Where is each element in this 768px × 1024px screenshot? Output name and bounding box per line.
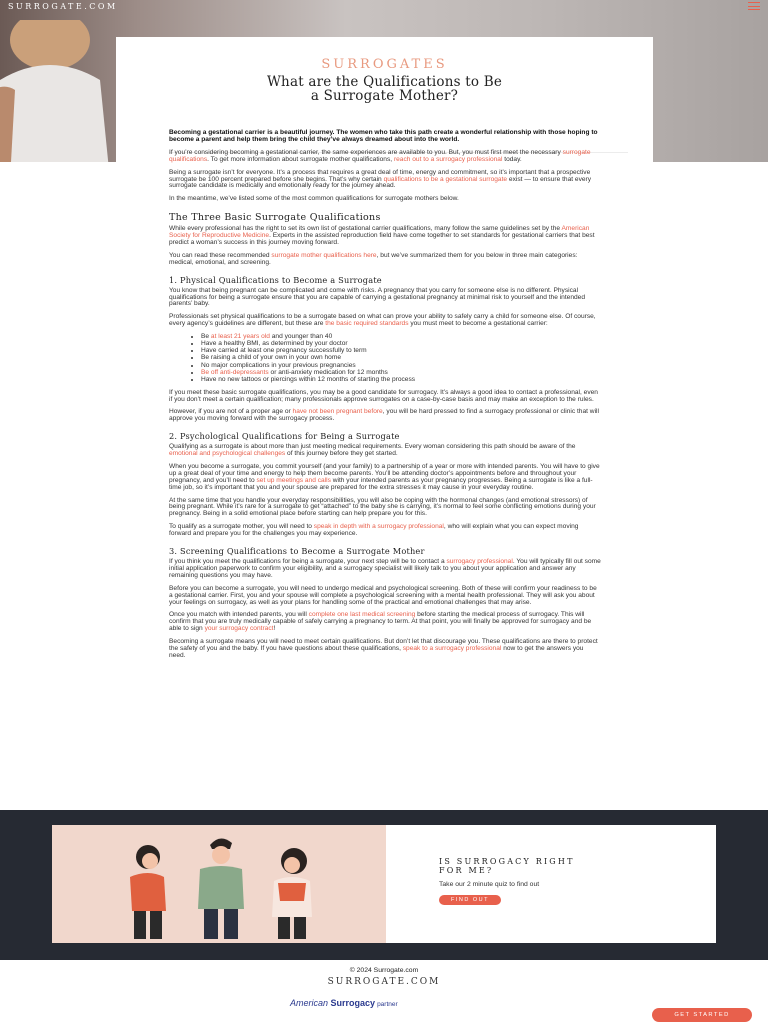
link-emotional-challenges[interactable]: emotional and psychological challenges [169,450,286,458]
paragraph: While every professional has the right to set its own list of gestational carrier qualifications, many follow the same guidelines set by the American Society for Reproductive Medicine. Experts in the assisted reproduction field have come together to set standards for gestational carriers that best predict a woman’s success in this journey moving forward. [169,225,595,246]
list-item: • Have a healthy BMI, as determined by your doctor [201,341,601,348]
link-anti-depressants[interactable]: Be off anti-depressants [201,368,269,376]
find-out-button[interactable]: FIND OUT [439,895,501,905]
paragraph: Once you match with intended parents, you will complete one last medical screening before starting the medical process of surrogacy. This will confirm that you are truly medically capable of safely carrying a pregnancy to term. At that point, you will finally be approved for surrogacy and be able to sign your surrogacy contract! [169,611,592,633]
link-gestational-qualifications[interactable]: qualifications to be a gestational surrogate [383,175,508,183]
paragraph: In the meantime, we’ve listed some of the most common qualifications for surrogate mothers below. [169,195,459,203]
article-lede: Becoming a gestational carrier is a beautiful journey. The women who take this path create a wonderful relationship with those hoping to become a parent and help them bring the child they’ve always dreamed about into the world. [169,129,598,143]
promo-subtitle: Take our 2 minute quiz to find out [439,881,540,888]
link-speak-to-professional[interactable]: speak to a surrogacy professional [402,645,502,653]
page-title: What are the Qualifications to Be a Surrogate Mother? [266,74,503,104]
paragraph: Before you can become a surrogate, you will need to undergo medical and psychological screening. Both of these will confirm your readiness to be a gestational carrier. First, you and your spouse will complete a psychological screening with a mental health professional. They will ask you about your feelings on surrogacy, as well as your plans for handling some of the practical and emotional challenges that may arise. [169,584,597,606]
list-item: • Be off anti-depressants or anti-anxiety medication for 12 months [201,370,601,377]
paragraph: At the same time that you handle your everyday responsibilities, you will also be coping with the hormonal changes (and emotional stressors) of being pregnant. While it’s rare for a surrogate to get “attached” to the baby she is carrying, it’s normal to feel some conflicting emotions during your pregnancy. Being in a solid emotional place before starting can help prepare you for this. [169,496,596,518]
list-item: • Have carried at least one pregnancy successfully to term [201,348,601,355]
footer-logo[interactable]: SURROGATE.COM [327,977,441,987]
top-bar [0,0,768,12]
list-item: • Have no new tattoos or piercings within 12 months of starting the process [201,377,601,384]
people-illustration-icon [52,825,386,943]
paragraph: However, if you are not of a proper age or have not been pregnant before, you will be hard pressed to find a surrogacy professional or clinic that will approve you moving forward with the surrogacy process. [169,408,599,423]
heading-screening: 3. Screening Qualifications to Become a Surrogate Mother [169,546,425,557]
link-asrm[interactable]: American Society for Reproductive Medicine [169,225,590,240]
link-surrogacy-professional[interactable]: surrogacy professional [446,558,513,565]
paragraph: If you meet these basic surrogate qualifications, you may be a good candidate for surrogacy. It’s always a good idea to contact a professional, even if you don’t meet a certain qualification; many professionals approve surrogates on a case-by-case basis and may make an exception to the rules. [169,388,598,403]
site-logo[interactable]: SURROGATE.COM [8,1,118,11]
hamburger-menu-icon[interactable] [748,2,760,10]
link-last-medical-screening[interactable]: complete one last medical screening [308,611,416,619]
promo-title: IS SURROGACY RIGHT FOR ME? [439,857,575,875]
paragraph: Being a surrogate isn’t for everyone. It’s a process that requires a great deal of time, energy and commitment, so it’s important that a prospective surrogate be 100 percent prepared before she begins. That’s why certain qualifications to be a gestational surrogate exist — to ensure that every surrogate candidate is medically and emotionally ready for the journey ahead. [169,168,592,190]
category-label: SURROGATES [321,57,448,72]
site-footer [0,960,768,1024]
link-meetings-calls[interactable]: set up meetings and calls [256,476,331,484]
promo-illustration [52,825,386,943]
physical-requirements-list [201,334,601,383]
paragraph: If you’re considering becoming a gestational carrier, the same experiences are available to you. But, you must first meet the necessary surrogate qualifications. To get more information about surrogate mother qualifications, reach out to a surrogacy professional today. [169,148,591,163]
link-not-pregnant-before[interactable]: have not been pregnant before [292,408,383,416]
partner-logo[interactable]: American Surrogacy partner [290,998,398,1008]
heading-psychological: 2. Psychological Qualifications for Being a Surrogate [169,431,400,442]
get-started-button[interactable]: GET STARTED [652,1008,752,1022]
paragraph: To qualify as a surrogate mother, you will need to speak in depth with a surrogacy professional, who will explain what you can expect moving forward and prepare you for the challenges you may experience. [169,523,579,538]
link-reach-out-professional[interactable]: reach out to a surrogacy professional [393,155,503,163]
link-qualifications-here[interactable]: surrogate mother qualifications here [271,251,377,259]
heading-basic-qualifications: The Three Basic Surrogate Qualifications [169,212,381,224]
paragraph: Becoming a surrogate means you will need to meet certain qualifications. But don’t let that discourage you. These qualifications are there to protect the safety of you and the baby. If you have questions about these qualifications, speak to a surrogacy professional now to get the answers you need. [169,638,598,659]
copyright-text: © 2024 Surrogate.com [349,967,419,974]
article-body [169,130,601,666]
quiz-promo-card [52,825,716,943]
list-item: • Be at least 21 years old and younger than 40 [201,334,601,341]
link-speak-in-depth[interactable]: speak in depth with a surrogacy professional [313,523,444,531]
paragraph: If you think you meet the qualifications for being a surrogate, your next step will be to contact a surrogacy professional. You will typically fill out some initial application paperwork to confirm your eligibility, and a surrogacy specialist will likely talk to you about your application and answer any remaining questions you may have. [169,558,601,579]
link-surrogate-qualifications[interactable]: surrogate qualifications [169,148,591,163]
link-age-21[interactable]: at least 21 years old [210,333,270,341]
hero-photo-woman [0,20,130,162]
promo-text [439,857,699,906]
paragraph: You can read these recommended surrogate mother qualifications here, but we’ve summarized them for you below in three main categories: medical, emotional, and screening. [169,251,578,266]
list-item: • No major complications in your previous pregnancies [201,363,601,370]
link-surrogacy-contract[interactable]: your surrogacy contract [204,625,274,633]
list-item: • Be raising a child of your own in your own home [201,355,601,362]
paragraph: Qualifying as a surrogate is about more than just meeting medical requirements. Every woman considering this path should be aware of the emotional and psychological challenges of this journey before they get started. [169,443,576,458]
paragraph: When you become a surrogate, you commit yourself (and your family) to a partnership of a year or more with intended parents. You will have to give up a great deal of your time and energy to help them become parents. You’ll be attending doctor’s appointments before and throughout your pregnancy, and you’ll need to set up meetings and calls with your intended parents as your pregnancy progresses. Being a surrogate is like a full-time job, so it’s important that you and your spouse are prepared for the extra stresses it may cause in your everyday routine. [169,462,600,491]
heading-physical: 1. Physical Qualifications to Become a Surrogate [169,274,382,285]
link-required-standards[interactable]: the basic required standards [325,320,409,328]
paragraph: You know that being pregnant can be complicated and come with risks. A pregnancy that you carry for someone else is no different. Physical qualifications for being a surrogate ensure that you are capable of carrying a gestational pregnancy at minimal risk to yourself and the intended parents’ baby. [169,286,586,308]
paragraph: Professionals set physical qualifications to be a surrogate based on what can prove your ability to safely carry a child for someone else. Of course, every agency’s guidelines are different, but these are the basic required standards you must meet to become a gestational carrier: [169,313,596,328]
